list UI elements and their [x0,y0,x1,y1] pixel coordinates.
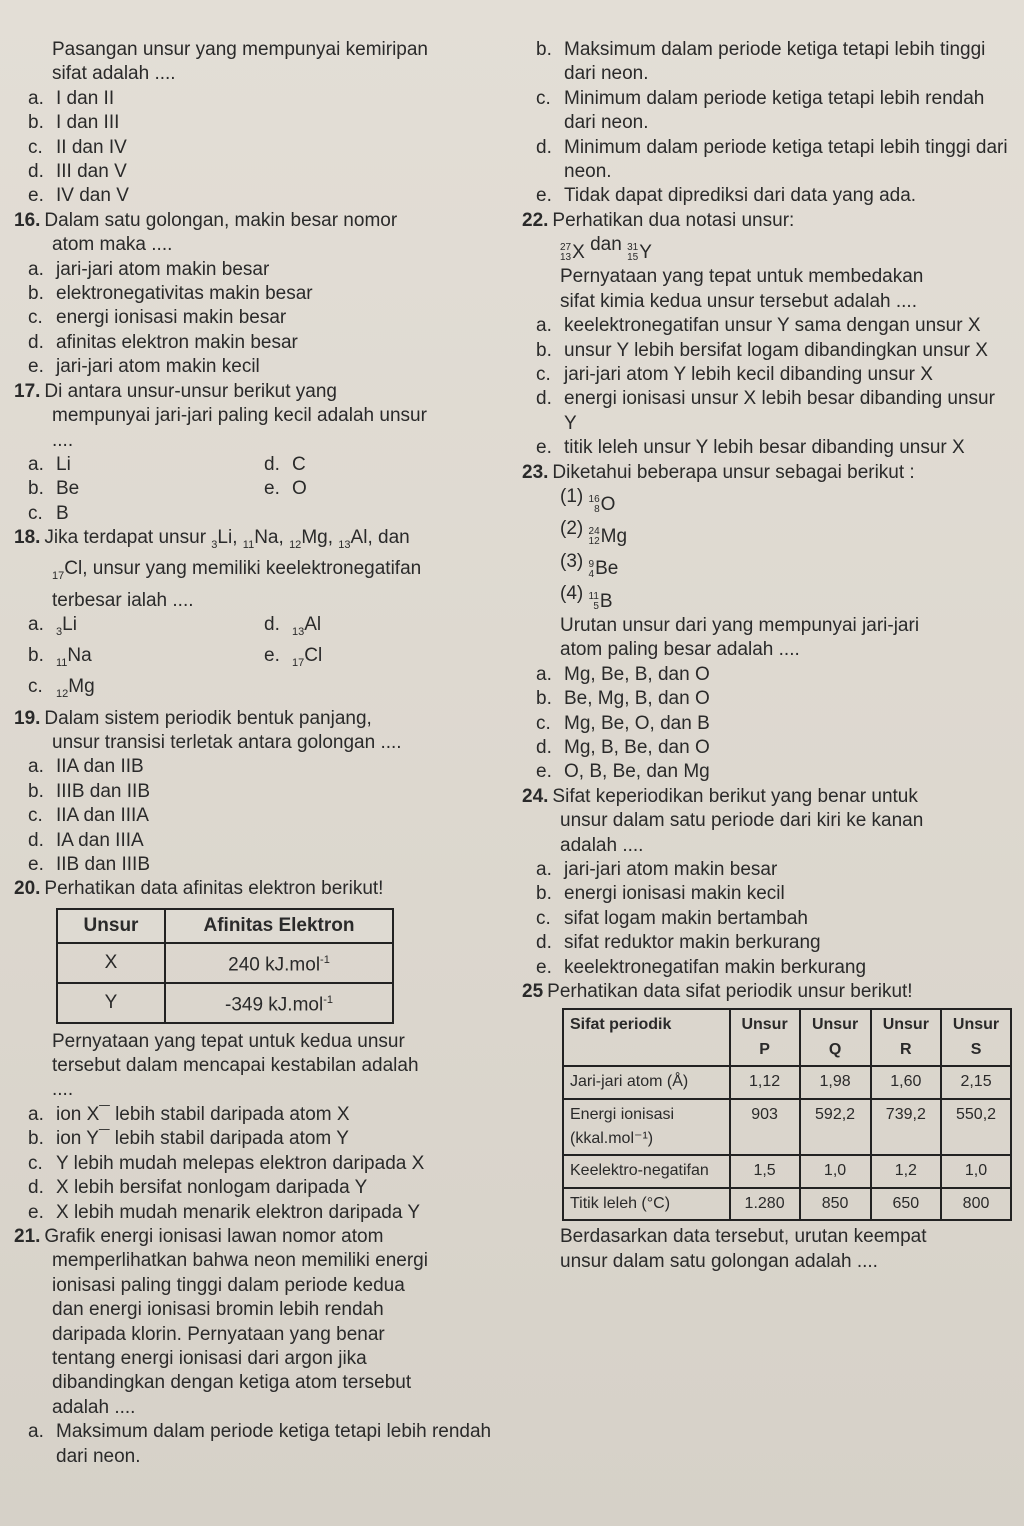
question-22 [522,209,1012,461]
question-number: 23. [522,461,549,483]
table-header: Sifat periodik [563,1009,730,1066]
question-stem: unsur dalam satu periode dari kiri ke kanan [560,810,924,832]
question-stem: Jika terdapat unsur [44,527,207,549]
element-item: (2) 24 12 Mg [560,518,628,548]
option-c[interactable]: c. sifat logam makin bertambah [536,907,808,929]
question-stem: Sifat keperiodikan berikut yang benar untuk [552,785,918,807]
question-number: 16. [14,209,41,231]
question-stem: adalah .... [560,834,644,856]
option-d[interactable]: d. afinitas elektron makin besar [28,331,298,353]
question-stem: Urutan unsur dari yang mempunyai jari-jari [560,614,920,636]
table-row: Titik leleh (°C) 1.280 850 650 800 [563,1188,1011,1220]
option-d[interactable]: d. sifat reduktor makin berkurang [536,932,821,954]
option-c[interactable]: c. B [28,502,69,524]
question-number: 17. [14,380,41,402]
question-stem: dibandingkan dengan ketiga atom tersebut [52,1372,412,1394]
question-stem: Perhatikan data afinitas elektron berikut! [44,878,384,900]
option-e[interactable]: e. O, B, Be, dan Mg [536,761,710,783]
option-b[interactable]: b. ion Y¯ lebih stabil daripada atom Y [28,1128,349,1150]
question-stem: unsur transisi terletak antara golongan .... [52,731,402,753]
option-d[interactable]: d. C [264,453,306,475]
option-d[interactable]: d. III dan V [28,161,127,183]
option-d[interactable]: d. Mg, B, Be, dan O [536,736,710,758]
option-row [14,613,500,644]
question-23 [522,461,1012,785]
option-b[interactable]: b. $_{11}$Na [28,645,92,669]
question-stem: .... [52,1079,74,1101]
option-e[interactable]: e. O [264,478,307,500]
option-b[interactable]: b. unsur Y lebih bersifat logam dibandingkan unsur X [536,339,988,361]
question-stem: Dalam sistem periodik bentuk panjang, [44,707,372,729]
option-a[interactable]: a. jari-jari atom makin besar [28,258,270,280]
option-e[interactable]: e. $_{17}$Cl [264,645,323,669]
question-stem: tersebut dalam mencapai kestabilan adalah [52,1055,419,1077]
question-number: 24. [522,785,549,807]
option-b[interactable]: b. elektronegativitas makin besar [28,283,313,305]
question-stem: daripada klorin. Pernyataan yang benar [52,1323,385,1345]
option-e[interactable]: e. IV dan V [28,185,129,207]
question-stem: mempunyai jari-jari paling kecil adalah unsur [52,405,427,427]
option-c[interactable]: c. Y lebih mudah melepas elektron daripada X [28,1152,425,1174]
question-stem: dan energi ionisasi bromin lebih rendah [52,1299,384,1321]
option-a[interactable]: a. Mg, Be, B, dan O [536,663,710,685]
option-e[interactable]: e. jari-jari atom makin kecil [28,356,260,378]
element-item: (4) 11 5 B [560,582,613,612]
option-b[interactable]: b. Be [28,478,80,500]
question-number: 21. [14,1225,41,1247]
question-stem: sifat kimia kedua unsur tersebut adalah .... [560,290,917,312]
question-stem: Berdasarkan data tersebut, urutan keempat [560,1226,927,1248]
question-stem: atom maka .... [52,234,173,256]
option-row [14,675,500,706]
question-stem: , unsur yang memiliki keelektronegatifan [82,558,422,580]
question-24 [522,785,1012,980]
option-row [14,644,500,675]
option-b[interactable]: c. Minimum dalam periode ketiga tetapi lebih rendah dari neon. [536,87,985,134]
option-a[interactable]: a. $_3$Li [28,613,77,638]
option-row [14,477,500,501]
option-c[interactable]: d. Minimum dalam periode ketiga tetapi lebih tinggi dari neon. [536,136,1008,183]
question-stem: Perhatikan data sifat periodik unsur berikut! [547,981,913,1003]
question-stem: Perhatikan dua notasi unsur: [552,209,795,231]
option-d[interactable]: e. Tidak dapat diprediksi dari data yang ada. [536,185,917,207]
question-stem: Grafik energi ionisasi lawan nomor atom [44,1225,384,1247]
option-c[interactable]: c. jari-jari atom Y lebih kecil dibanding unsur X [536,364,933,386]
option-d[interactable]: d. X lebih bersifat nonlogam daripada Y [28,1177,368,1199]
table-header: Unsur Q [800,1009,871,1066]
option-c[interactable]: c. IIA dan IIIA [28,805,149,827]
option-e[interactable]: e. X lebih mudah menarik elektron daripada Y [28,1201,421,1223]
option-b[interactable]: b. energi ionisasi makin kecil [536,883,785,905]
question-stem: Dalam satu golongan, makin besar nomor [44,209,398,231]
question-stem: terbesar ialah .... [52,589,194,611]
question-number: 19. [14,707,41,729]
option-c[interactable]: c. energi ionisasi makin besar [28,307,287,329]
question-stem: unsur dalam satu golongan adalah .... [560,1250,878,1272]
option-d[interactable]: d. $_{13}$Al [264,613,322,638]
table-row: Jari-jari atom (Å) 1,12 1,98 1,60 2,15 [563,1066,1011,1098]
right-column [522,38,1012,1274]
electron-affinity-table [56,908,394,1024]
question-stem: Diketahui beberapa unsur sebagai berikut : [552,461,915,483]
option-row [14,453,500,477]
option-d[interactable]: d. IA dan IIIA [28,829,144,851]
periodic-properties-table [562,1008,1012,1221]
question-number: 18. [14,527,41,549]
question-17 [14,380,500,526]
table-header: Unsur [57,909,165,943]
question-16 [14,209,500,380]
element-item: (3) 9 4 Be [560,550,619,580]
question-stem: tentang energi ionisasi dari argon jika [52,1347,367,1369]
question-number: 22. [522,209,549,231]
question-25 [522,980,1012,1274]
option-a[interactable]: b. Maksimum dalam periode ketiga tetapi lebih tinggi dari neon. [536,39,986,85]
option-c[interactable]: c. $_{12}$Mg [28,676,95,701]
table-row: Energi ionisasi (kkal.mol⁻¹) 903 592,2 739,2 550,2 [563,1099,1011,1156]
question-stem: memperlihatkan bahwa neon memiliki energi [52,1250,428,1272]
option-e[interactable]: e. IIB dan IIIB [28,853,150,875]
question-19 [14,707,500,878]
table-header: Unsur P [730,1009,800,1066]
question-21 [14,1225,500,1469]
option-c[interactable]: c. Mg, Be, O, dan B [536,712,710,734]
table-row: Keelektro-negatifan 1,5 1,0 1,2 1,0 [563,1155,1011,1187]
option-b[interactable]: b. I dan III [28,112,120,134]
option-b[interactable]: b. IIIB dan IIB [28,780,150,802]
element-item: (1) 16 8 O [560,486,616,516]
option-a[interactable]: a. jari-jari atom makin besar [536,858,778,880]
question-stem: adalah .... [52,1396,136,1418]
question-stem: Pernyataan yang tepat untuk kedua unsur [52,1030,405,1052]
option-e[interactable]: e. keelektronegatifan makin berkurang [536,956,867,978]
option-c[interactable]: c. II dan IV [28,136,127,158]
question-stem: Pasangan unsur yang mempunyai kemiripan [52,39,428,60]
option-e[interactable]: e. titik leleh unsur Y lebih besar dibanding unsur X [536,437,965,459]
question-20 [14,877,500,1225]
option-a[interactable]: a. Li [28,453,71,475]
option-a[interactable]: a. Maksimum dalam periode ketiga tetapi lebih rendah dari neon. [28,1421,492,1467]
question-15 [14,38,500,209]
question-stem: atom paling besar adalah .... [560,639,800,661]
option-row [14,502,500,526]
element-notation: 27 13 X dan 31 15 Y [560,234,652,264]
option-a[interactable]: a. keelektronegatifan unsur Y sama dengan unsur X [536,315,981,337]
option-a[interactable]: a. I dan II [28,87,115,109]
question-stem: sifat adalah .... [52,63,176,85]
question-stem: Pernyataan yang tepat untuk membedakan [560,266,924,288]
option-a[interactable]: a. ion X¯ lebih stabil daripada atom X [28,1103,350,1125]
question-stem: Di antara unsur-unsur berikut yang [44,380,337,402]
question-stem: .... [52,429,74,451]
question-stem: ionisasi paling tinggi dalam periode kedua [52,1274,405,1296]
table-row: Y -349 kJ.mol$^{-1}$ [57,983,393,1023]
option-b[interactable]: b. Be, Mg, B, dan O [536,688,710,710]
option-a[interactable]: a. IIA dan IIB [28,756,144,778]
table-header: Unsur S [941,1009,1011,1066]
left-column [14,38,500,1469]
table-row: X 240 kJ.mol$^{-1}$ [57,943,393,983]
question-18: 18. Jika terdapat unsur $_3$Li, $_{11}$Na, $_{12}$Mg, $_{13}$Al, dan $_{17}$Cl, unsur yang memiliki keelektronegatifan terbesar ialah .... a. $_3$Li d. $_{13}$Al b. $_{11}$Na e. $_{17}$Cl c. $_{12}$Mg [14,526,500,706]
table-header: Unsur R [871,1009,941,1066]
question-number: 25 [522,981,544,1003]
table-header: Afinitas Elektron [165,909,393,943]
option-d[interactable]: d. energi ionisasi unsur X lebih besar dibanding unsur Y [536,388,995,434]
question-number: 20. [14,878,41,900]
